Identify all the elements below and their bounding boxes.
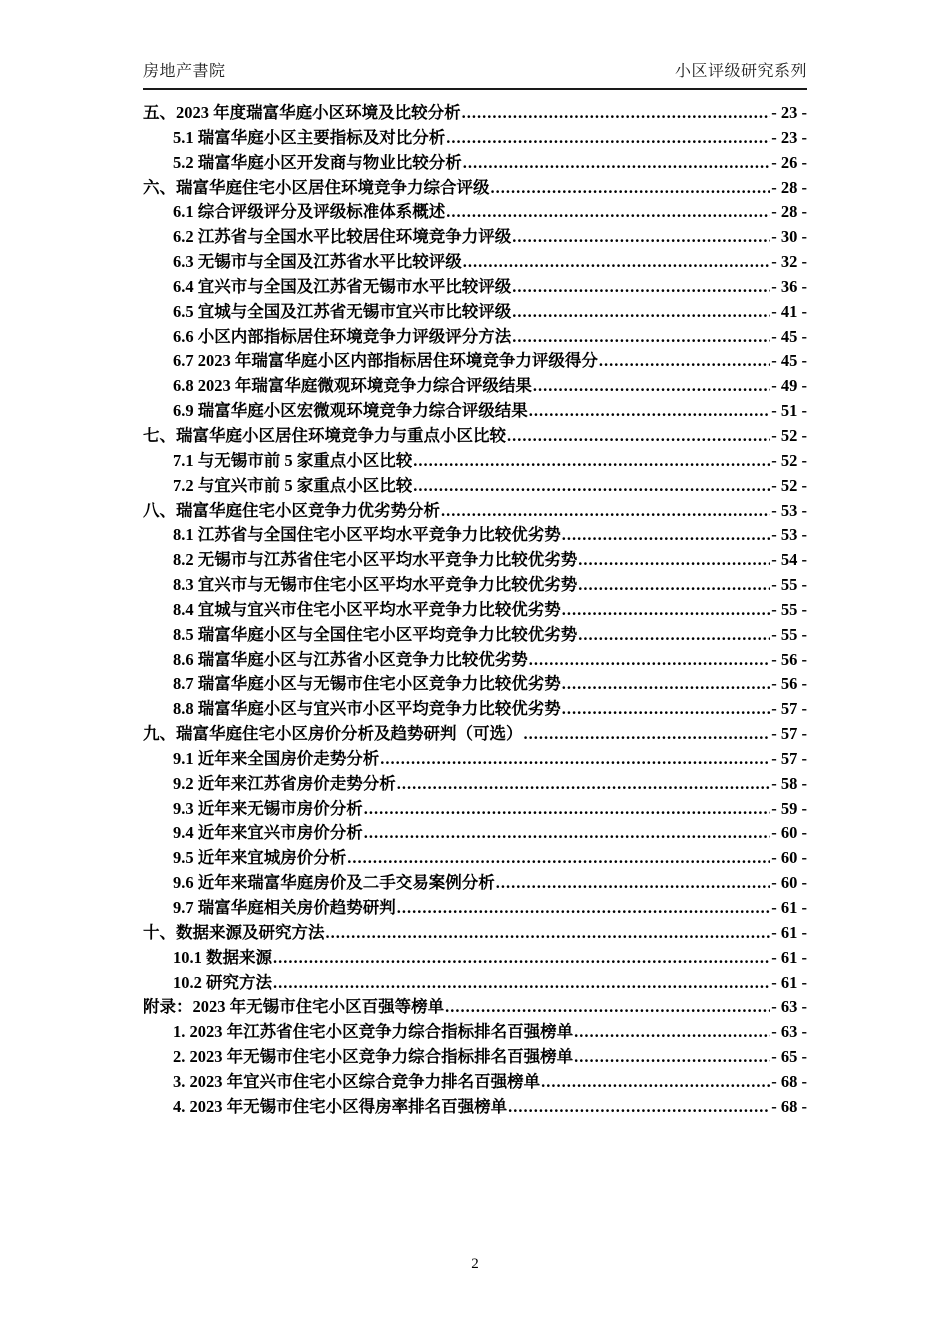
toc-entry-page: - 61 - [771, 947, 807, 967]
toc-entry-label: 8.2 无锡市与江苏省住宅小区平均水平竞争力比较优劣势 [173, 550, 578, 570]
toc-entry-label: 9.3 近年来无锡市房价分析 [173, 798, 363, 818]
toc-dot-leader [562, 600, 771, 620]
toc-entry-page: - 45 - [771, 351, 807, 371]
toc-entry[interactable] [143, 99, 807, 124]
toc-entry[interactable] [143, 497, 807, 522]
toc-dot-leader [574, 1047, 770, 1067]
toc-entry-label: 6.6 小区内部指标居住环境竞争力评级评分方法 [173, 326, 512, 346]
table-of-contents [143, 99, 807, 1118]
toc-dot-leader [364, 799, 771, 819]
toc-entry-label: 6.1 综合评级评分及评级标准体系概述 [173, 202, 446, 222]
toc-entry[interactable] [143, 670, 807, 695]
toc-entry-page: - 52 - [771, 475, 807, 495]
toc-entry-label: 5.1 瑞富华庭小区主要指标及对比分析 [173, 127, 446, 147]
toc-dot-leader [508, 1097, 770, 1117]
toc-dot-leader [512, 227, 770, 247]
toc-entry[interactable] [143, 298, 807, 323]
toc-entry-page: - 53 - [771, 500, 807, 520]
toc-entry[interactable] [143, 149, 807, 174]
toc-entry-page: - 68 - [771, 1096, 807, 1116]
toc-entry[interactable] [143, 720, 807, 745]
toc-entry-label: 附录：2023 年无锡市住宅小区百强等榜单 [143, 997, 445, 1017]
toc-entry-page: - 56 - [771, 649, 807, 669]
toc-entry-page: - 56 - [771, 674, 807, 694]
toc-dot-leader [599, 351, 770, 371]
toc-dot-leader [463, 252, 771, 272]
toc-entry-page: - 61 - [771, 972, 807, 992]
toc-dot-leader [578, 575, 770, 595]
toc-entry-page: - 63 - [771, 1022, 807, 1042]
toc-entry-label: 五、2023 年度瑞富华庭小区环境及比较分析 [143, 103, 461, 122]
toc-dot-leader [380, 749, 770, 769]
toc-entry-label: 7.1 与无锡市前 5 家重点小区比较 [173, 450, 413, 470]
toc-entry-label: 八、瑞富华庭住宅小区竞争力优劣势分析 [143, 500, 440, 520]
toc-entry-label: 3. 2023 年宜兴市住宅小区综合竞争力排名百强榜单 [173, 1071, 541, 1091]
toc-dot-leader [512, 277, 770, 297]
toc-entry[interactable] [143, 347, 807, 372]
toc-dot-leader [462, 103, 771, 123]
toc-entry-label: 6.2 江苏省与全国水平比较居住环境竞争力评级 [173, 227, 512, 247]
header-left-text: 房地产書院 [143, 63, 226, 80]
toc-entry-label: 8.8 瑞富华庭小区与宜兴市小区平均竞争力比较优劣势 [173, 699, 561, 719]
toc-entry-page: - 60 - [771, 848, 807, 868]
toc-entry-label: 8.1 江苏省与全国住宅小区平均水平竞争力比较优劣势 [173, 525, 561, 545]
toc-entry[interactable] [143, 174, 807, 199]
toc-entry-label: 8.7 瑞富华庭小区与无锡市住宅小区竞争力比较优劣势 [173, 674, 561, 694]
toc-entry-page: - 28 - [771, 202, 807, 222]
toc-entry-label: 9.7 瑞富华庭相关房价趋势研判 [173, 898, 396, 917]
toc-entry[interactable] [143, 447, 807, 472]
toc-entry-label: 6.9 瑞富华庭小区宏微观环境竞争力综合评级结果 [173, 401, 528, 421]
toc-entry-label: 6.7 2023 年瑞富华庭小区内部指标居住环境竞争力评级得分 [173, 351, 598, 371]
toc-entry[interactable] [143, 422, 807, 447]
header-right-text: 小区评级研究系列 [674, 63, 807, 80]
toc-dot-leader [273, 973, 770, 993]
toc-dot-leader [347, 848, 770, 868]
toc-dot-leader [413, 476, 770, 496]
toc-entry-label: 9.6 近年来瑞富华庭房价及二手交易案例分析 [173, 873, 495, 893]
toc-entry-label: 8.4 宜城与宜兴市住宅小区平均水平竞争力比较优劣势 [173, 599, 561, 619]
toc-dot-leader [441, 501, 770, 521]
toc-entry-label: 7.2 与宜兴市前 5 家重点小区比较 [173, 475, 413, 495]
toc-entry-page: - 63 - [771, 997, 807, 1017]
toc-entry-page: - 45 - [771, 326, 807, 346]
toc-entry[interactable] [143, 944, 807, 969]
toc-entry-page: - 41 - [771, 301, 807, 321]
toc-entry[interactable] [143, 1043, 807, 1068]
toc-entry-label: 4. 2023 年无锡市住宅小区得房率排名百强榜单 [173, 1096, 508, 1116]
toc-entry-page: - 53 - [771, 525, 807, 545]
toc-entry-label: 10.2 研究方法 [173, 972, 272, 992]
toc-dot-leader [445, 997, 770, 1017]
toc-entry[interactable] [143, 546, 807, 571]
toc-dot-leader [413, 451, 770, 471]
toc-entry[interactable] [143, 472, 807, 497]
toc-entry-page: - 23 - [771, 127, 807, 147]
toc-entry[interactable] [143, 993, 807, 1018]
page-number: 2 [471, 1256, 479, 1272]
toc-dot-leader [562, 699, 771, 719]
toc-dot-leader [512, 302, 770, 322]
toc-entry-label: 6.4 宜兴市与全国及江苏省无锡市水平比较评级 [173, 276, 512, 296]
toc-dot-leader [446, 202, 770, 222]
toc-dot-leader [273, 948, 770, 968]
toc-entry-page: - 68 - [771, 1071, 807, 1091]
toc-dot-leader [533, 376, 770, 396]
toc-entry[interactable] [143, 124, 807, 149]
toc-entry-label: 9.5 近年来宜城房价分析 [173, 848, 347, 868]
toc-dot-leader [524, 724, 771, 744]
toc-dot-leader [463, 153, 771, 173]
toc-entry-page: - 59 - [771, 798, 807, 818]
toc-entry[interactable] [143, 273, 807, 298]
toc-entry[interactable] [143, 1093, 807, 1118]
toc-entry-page: - 55 - [771, 624, 807, 644]
toc-entry-label: 8.6 瑞富华庭小区与江苏省小区竞争力比较优劣势 [173, 649, 528, 669]
toc-dot-leader [491, 178, 771, 198]
toc-entry-page: - 36 - [771, 276, 807, 296]
toc-entry-page: - 54 - [771, 550, 807, 570]
toc-entry-page: - 57 - [771, 724, 807, 744]
toc-entry[interactable] [143, 621, 807, 646]
toc-entry-label: 六、瑞富华庭住宅小区居住环境竞争力综合评级 [143, 177, 490, 197]
toc-entry-page: - 60 - [771, 873, 807, 893]
toc-dot-leader [507, 426, 770, 446]
toc-entry[interactable] [143, 695, 807, 720]
toc-entry-label: 6.5 宜城与全国及江苏省无锡市宜兴市比较评级 [173, 301, 512, 321]
toc-entry-label: 8.5 瑞富华庭小区与全国住宅小区平均竞争力比较优劣势 [173, 624, 578, 644]
toc-entry-label: 七、瑞富华庭小区居住环境竞争力与重点小区比较 [143, 425, 506, 445]
toc-entry-page: - 57 - [771, 699, 807, 719]
toc-entry-page: - 61 - [771, 922, 807, 942]
toc-entry-label: 5.2 瑞富华庭小区开发商与物业比较分析 [173, 152, 462, 172]
toc-entry-label: 10.1 数据来源 [173, 947, 272, 967]
toc-entry[interactable] [143, 198, 807, 223]
toc-entry-page: - 52 - [771, 450, 807, 470]
toc-dot-leader [562, 525, 771, 545]
toc-entry[interactable] [143, 372, 807, 397]
toc-entry-page: - 30 - [771, 227, 807, 247]
toc-dot-leader [397, 898, 771, 918]
toc-entry-page: - 51 - [771, 401, 807, 421]
toc-entry-page: - 32 - [771, 252, 807, 272]
toc-entry[interactable] [143, 248, 807, 273]
toc-dot-leader [541, 1072, 770, 1092]
toc-entry[interactable] [143, 571, 807, 596]
toc-entry-label: 2. 2023 年无锡市住宅小区竞争力综合指标排名百强榜单 [173, 1047, 574, 1067]
toc-dot-leader [446, 128, 770, 148]
toc-entry-label: 6.3 无锡市与全国及江苏省水平比较评级 [173, 252, 462, 272]
toc-dot-leader [578, 550, 770, 570]
toc-entry[interactable] [143, 1018, 807, 1043]
toc-entry-label: 9.2 近年来江苏省房价走势分析 [173, 773, 396, 793]
toc-entry[interactable] [143, 745, 807, 770]
toc-entry-page: - 55 - [771, 599, 807, 619]
toc-entry[interactable] [143, 795, 807, 820]
toc-entry-label: 8.3 宜兴市与无锡市住宅小区平均水平竞争力比较优劣势 [173, 575, 578, 595]
toc-entry-page: - 65 - [771, 1047, 807, 1067]
toc-entry[interactable] [143, 323, 807, 348]
toc-entry[interactable] [143, 919, 807, 944]
toc-entry[interactable] [143, 397, 807, 422]
toc-entry-page: - 23 - [771, 103, 807, 122]
toc-dot-leader [578, 625, 770, 645]
toc-dot-leader [529, 401, 771, 421]
toc-entry[interactable] [143, 819, 807, 844]
toc-dot-leader [496, 873, 771, 893]
toc-entry-label: 1. 2023 年江苏省住宅小区竞争力综合指标排名百强榜单 [173, 1022, 574, 1042]
toc-entry-page: - 52 - [771, 425, 807, 445]
toc-entry[interactable] [143, 894, 807, 919]
toc-entry-page: - 26 - [771, 152, 807, 172]
toc-dot-leader [397, 774, 771, 794]
toc-dot-leader [512, 327, 770, 347]
toc-entry[interactable] [143, 869, 807, 894]
toc-entry-page: - 49 - [771, 376, 807, 396]
toc-dot-leader [364, 823, 771, 843]
toc-entry-page: - 60 - [771, 823, 807, 843]
toc-dot-leader [562, 674, 771, 694]
toc-entry-page: - 57 - [771, 748, 807, 768]
toc-entry[interactable] [143, 521, 807, 546]
toc-entry-label: 九、瑞富华庭住宅小区房价分析及趋势研判（可选） [143, 724, 523, 744]
toc-entry-label: 十、数据来源及研究方法 [143, 922, 325, 942]
toc-entry[interactable] [143, 646, 807, 671]
toc-entry-label: 6.8 2023 年瑞富华庭微观环境竞争力综合评级结果 [173, 376, 532, 396]
running-header [143, 58, 807, 90]
toc-entry-label: 9.4 近年来宜兴市房价分析 [173, 823, 363, 843]
toc-entry[interactable] [143, 844, 807, 869]
toc-entry-label: 9.1 近年来全国房价走势分析 [173, 748, 380, 768]
toc-entry-page: - 61 - [771, 898, 807, 917]
toc-entry[interactable] [143, 770, 807, 795]
toc-dot-leader [574, 1022, 770, 1042]
toc-entry-page: - 28 - [771, 177, 807, 197]
toc-entry-page: - 55 - [771, 575, 807, 595]
toc-dot-leader [326, 923, 771, 943]
toc-entry[interactable] [143, 1068, 807, 1093]
toc-entry[interactable] [143, 596, 807, 621]
toc-entry-page: - 58 - [771, 773, 807, 793]
toc-entry[interactable] [143, 223, 807, 248]
toc-dot-leader [529, 650, 771, 670]
toc-entry[interactable] [143, 969, 807, 994]
